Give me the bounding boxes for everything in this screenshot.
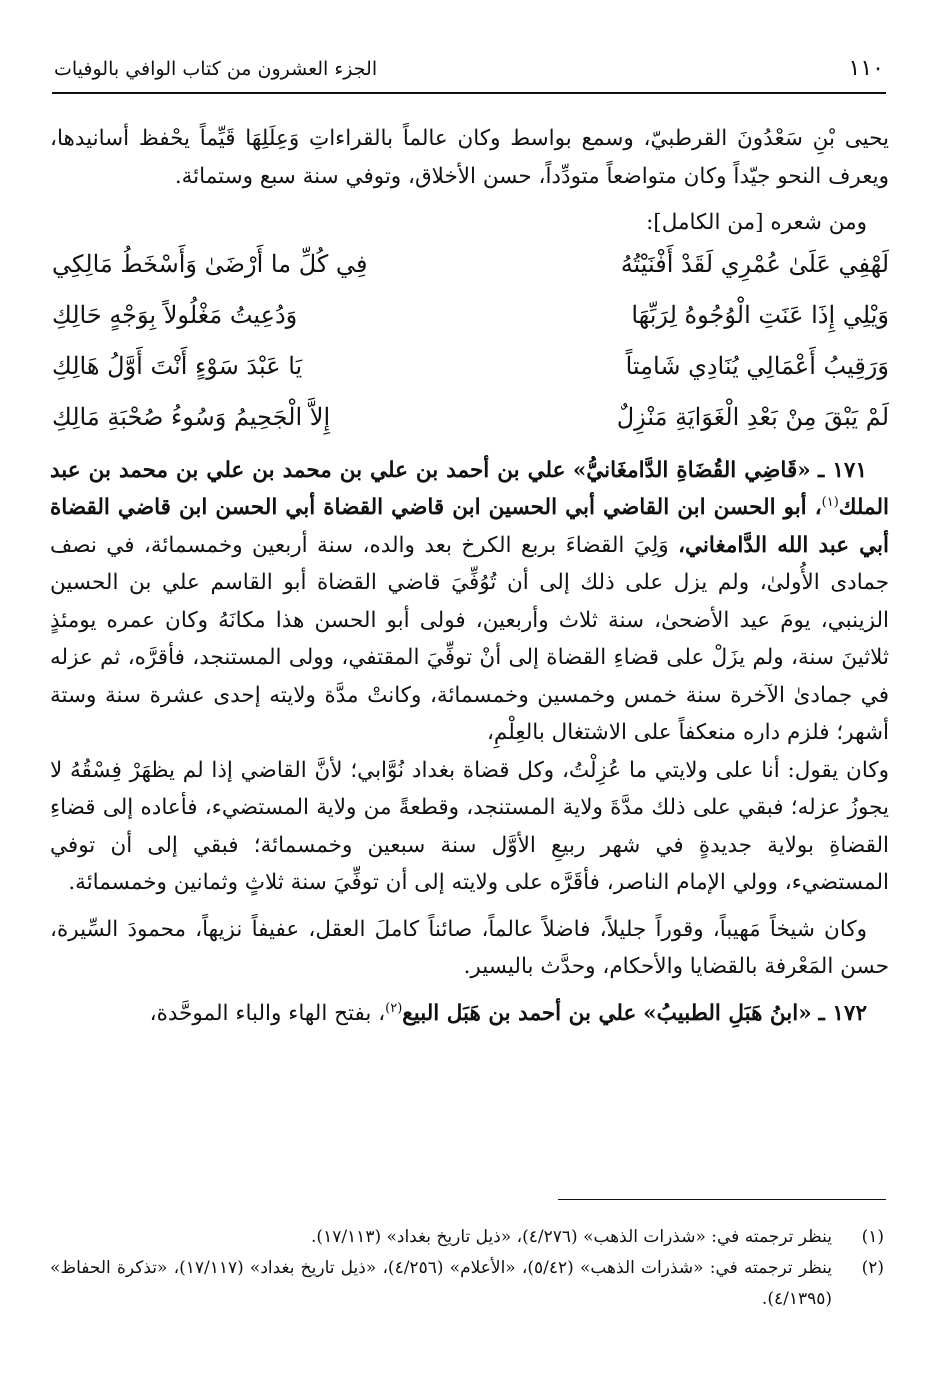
footnote [50, 1222, 886, 1253]
entry-lineage: ، أبو الحسن ابن القاضي أبي الحسين ابن قاضي القضاة أبي الحسن ابن قاضي القضاة أبي عبد الله الدَّامغاني، [50, 495, 889, 558]
entry-171-paragraph-2: وكان يقول: أنا على ولايتي ما عُزِلْتُ، وكل قضاة بغداد نُوَّابي؛ لأنَّ القاضي إذا لم يظهَرْ فِسْقُهُ لا يجوزُ عزله؛ فبقي على ذلك مدَّةَ ولاية المستنجد، وقطعةً من ولاية المستضيء، فأعاده إلى قضاءِ القضاةِ بولاية جديدةٍ في شهر ربيعِ الأوَّل سنة سبعين وخمسمائة؛ فبقي إلى أن توفي المستضيء، وولي الإمام الناصر، فأقَرَّه على ولايته إلى أن توفِّيَ سنة ثلاثٍ وثمانين وخمسمائة. [50, 757, 889, 895]
verse-second-hemistich: فِي كُلِّ ما أَرْضَىٰ وَأَسْخَطُ مَالِكِي [52, 249, 368, 278]
entry-title: «قَاضِي القُضَاةِ الدَّامغَانيُّ» [572, 457, 811, 483]
verse-first-hemistich: وَيْلِي إِذَا عَنَتِ الْوُجُوهُ لِرَبِّهَا [631, 300, 889, 329]
page-number: ١١٠ [848, 56, 884, 81]
verse-second-hemistich: إِلاَّ الْجَحِيمُ وَسُوءُ صُحْبَةِ مَالِكِ [52, 402, 331, 431]
entry-171-paragraph-3: وكان شيخاً مَهيباً، وقوراً جليلاً، فاضلاً عالماً، صائناً كاملَ العقل، عفيفاً نزيهاً، محمودَ السِّيرة، حسن المَعْرفة بالقضايا والأحكام، وحدَّث باليسير. [50, 916, 889, 979]
verse-first-hemistich: لَمْ يَبْقَ مِنْ بَعْدِ الْغَوَايَةِ مَنْزِلٌ [616, 402, 889, 431]
intro-paragraph [50, 120, 889, 195]
verse-line [50, 246, 889, 297]
running-title: الجزء العشرون من كتاب الوافي بالوفيات [54, 58, 378, 80]
poem [50, 246, 889, 450]
footnote-ref-1[interactable]: (١) [821, 494, 839, 510]
verse-line [50, 348, 889, 399]
entry-title: «ابنُ هَبَلِ الطبيبُ» [643, 1000, 812, 1026]
intro-line-3: وستمائة. [174, 163, 254, 189]
footnote-text: ينظر ترجمته في: «شذرات الذهب» (٥/٤٢)، «الأعلام» (٤/٢٥٦)، «ذيل تاريخ بغداد» (١٧/١١٧)، «تذكرة الحفاظ» (٤/١٣٩٥). [50, 1258, 833, 1309]
entry-name: علي بن أحمد بن هَبَل البيع [402, 1000, 637, 1026]
footnote-text: ينظر ترجمته في: «شذرات الذهب» (٤/٢٧٦)، «ذيل تاريخ بغداد» (١٧/١١٣). [311, 1227, 832, 1247]
entry-text: ، بفتح الهاء والباء الموحَّدة، [149, 1000, 386, 1026]
intro-line-1: يحيى بْنِ سَعْدُونَ القرطبيّ، وسمع بواسط وكان عالماً بالقراءاتِ وَعِلَلِهَا قَيِّماً يحْفظ [138, 126, 889, 151]
entry-text: وَلِيَ القضاءَ بربع الكرخ بعد والده، سنة أربعين وخمسمائة، في نصف جمادى الأُولىٰ، ولم يزل على ذلك إلى أن تُوُفِّيَ قاضي القضاة أبو القاسم علي بن الحسين الزينبي، يومَ عيد الأضحىٰ، سنة ثلاث وأربعين، فولى أبو الحسن هذا مكانَهُ وكان عمره يومئذٍ ثلاثينَ سنة، ولم يزَلْ على قضاءِ القضاة إلى أنْ توفِّيَ المقتفي، وولى المستنجد، فأقرَّه، ثم عزله في جمادىٰ الآخرة سنة خمس وخمسين وخمسمائة، وكانتْ مدَّة ولايته إحدى عشرة سنة وستة أشهر؛ فلزم داره منعكفاً على الاشتغال بالعِلْمِ، [50, 532, 889, 745]
poetry-intro: ومن شعره [من الكامل]: [646, 210, 867, 235]
footnote-number: (١) [861, 1227, 884, 1247]
footnote-number: (٢) [861, 1258, 884, 1278]
footnote-divider [558, 1199, 886, 1200]
footnotes [50, 1222, 886, 1315]
entry-number: ١٧١ ـ [818, 457, 867, 483]
verse-second-hemistich: وَدُعِيتُ مَغْلُولاً بِوَجْهٍ حَالِكِ [52, 300, 298, 329]
entry-172 [50, 995, 889, 1033]
verse-first-hemistich: وَرَقِيبُ أَعْمَالِي يُنَادِي شَامِتاً [625, 351, 889, 380]
page-header [52, 52, 886, 94]
verse-line [50, 399, 889, 450]
entry-number: ١٧٢ ـ [818, 1000, 867, 1026]
verse-line [50, 297, 889, 348]
entry-171 [50, 452, 889, 752]
footnote-ref-2[interactable]: (٢) [385, 1000, 403, 1016]
footnote [50, 1253, 886, 1315]
verse-second-hemistich: يَا عَبْدَ سَوْءٍ أَنْتَ أَوَّلُ هَالِكِ [52, 351, 303, 380]
verse-first-hemistich: لَهْفِي عَلَىٰ عُمْرِي لَقَدْ أَفْنَيْتُهُ [620, 249, 889, 278]
main-text [50, 120, 889, 1032]
intro-line-2: أسانيدها، ويعرف النحو جيّداً وكان متواضعاً متودِّداً، حسن الأخلاق، وتوفي سنة سبع [50, 126, 889, 189]
entry-name: علي بن أحمد بن علي بن محمد بن علي بن محمد بن عبد الملك [50, 457, 889, 520]
